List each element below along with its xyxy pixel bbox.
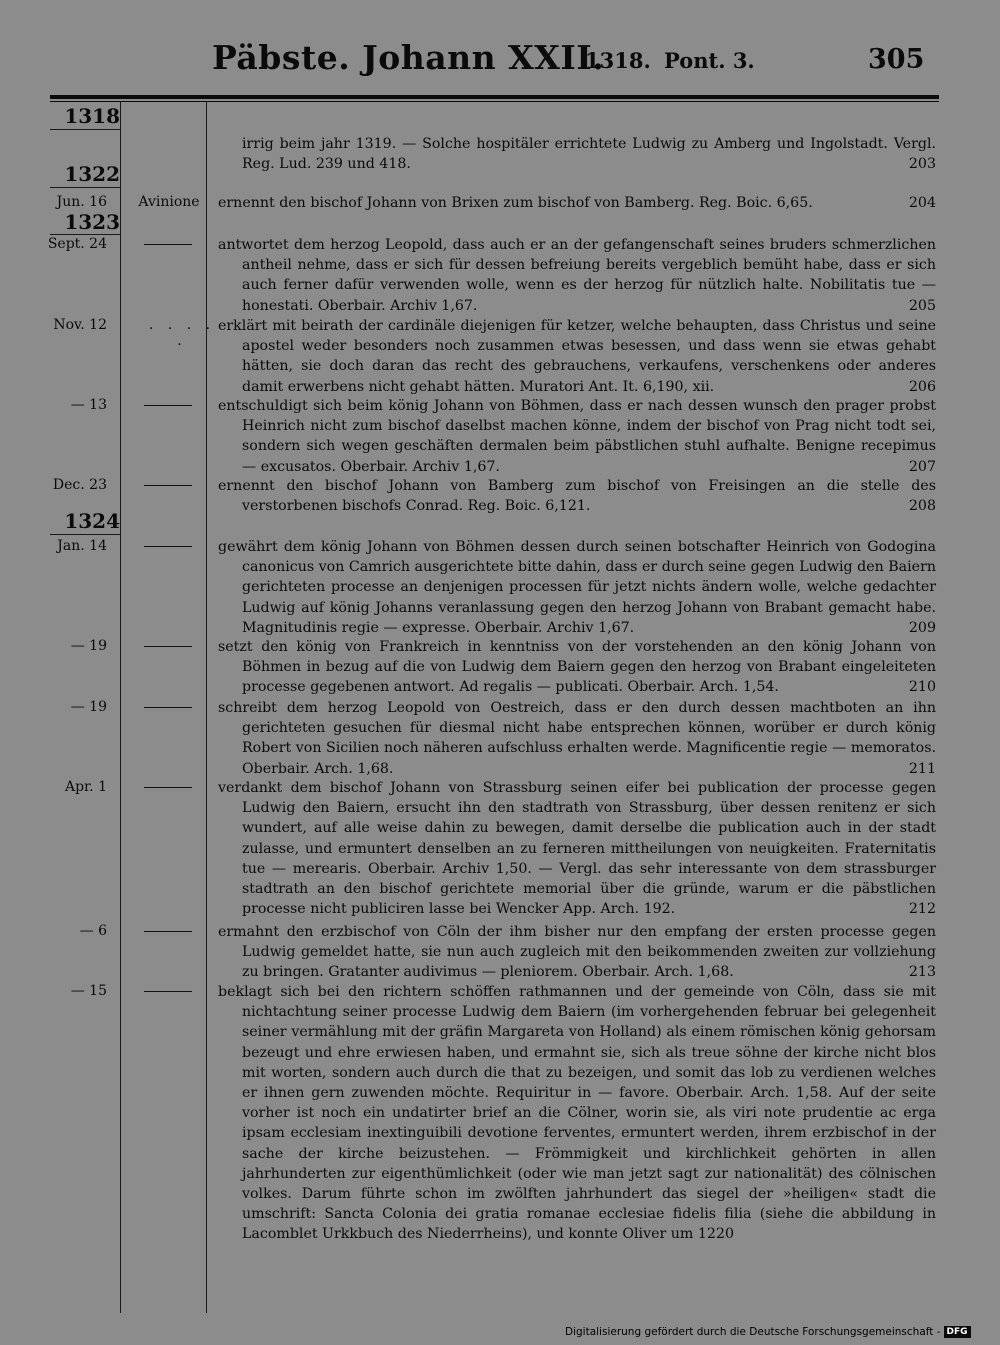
running-title: Päbste. Johann XXII.	[212, 38, 605, 77]
entry-date: Dec. 23	[52, 477, 107, 493]
regest-entry	[218, 778, 936, 919]
entry-text: erklärt mit beirath der cardinäle diejenigen für ketzer, welche behaupten, dass Christus und seine apostel weder besonders noch zusammen etwas besessen, und dass wenn sie etwas gehabt hätten, sie doch daran das recht des gebrauchens, verkaufens, verschenkens oder anderes damit erwerbens nicht gehabt hätten. Muratori Ant. It. 6,190, xii.	[218, 318, 936, 395]
entry-text: ernennt den bischof Johann von Brixen zum bischof von Bamberg. Reg. Boic. 6,65.	[218, 195, 813, 211]
entry-number: 209	[908, 619, 936, 636]
ditto-mark	[144, 546, 192, 547]
running-pontificate: Pont. 3.	[664, 48, 755, 73]
column-divider-place	[206, 101, 207, 1313]
page-header	[0, 38, 1000, 82]
entry-date: Sept. 24	[47, 236, 107, 252]
entry-text: irrig beim jahr 1319. — Solche hospitäler errichtete Ludwig zu Amberg und Ingolstadt. Vergl. Reg. Lud. 239 und 418.	[242, 136, 936, 173]
year-divider	[50, 234, 120, 235]
regest-entry	[218, 134, 936, 174]
entry-date: — 6	[79, 923, 107, 939]
year-1324: 1324	[64, 509, 120, 533]
entry-number: 210	[908, 679, 936, 696]
entry-text: verdankt dem bischof Johann von Strassburg seinen eifer bei publication der processe gegen Ludwig den Baiern, ersucht ihn den stadtrath von Strassburg, über dessen renitenz er sich wundert, auf alle weise dahin zu bewegen, damit derselbe die publication auch in der stadt zulasse, und ermuntert denselben an zu ferneren mittheilungen von neuigkeiten. Fraternitatis tue — merearis. Oberbair. Archiv 1,50. — Vergl. das sehr interessante von dem strassburger stadtrath an den bischof gerichtete memorial über die gründe, warum er die päbstlichen processe nicht publiciren lasse bei Wencker App. Arch. 192.	[218, 780, 936, 918]
entry-text: setzt den könig von Frankreich in kenntniss von der vorstehenden an den könig Johann von Böhmen in bezug auf die von Ludwig dem Baiern gegen den herzog von Brabant eingeleiteten processe gegebenen antwort. Ad regalis — publicati. Oberbair. Arch. 1,54.	[218, 639, 936, 696]
running-year: 1318.	[585, 48, 651, 73]
entry-number: 203	[908, 156, 936, 173]
header-rule-thin	[50, 101, 939, 102]
entry-date: Jan. 14	[57, 538, 107, 554]
entry-number: 213	[908, 964, 936, 981]
year-divider	[50, 187, 120, 188]
entry-date: Jun. 16	[56, 194, 107, 210]
header-rule	[50, 95, 939, 99]
regest-entry	[218, 476, 936, 516]
entry-date: Nov. 12	[53, 317, 107, 333]
year-1322: 1322	[64, 162, 120, 186]
entry-date: — 13	[70, 397, 107, 413]
year-1318: 1318	[64, 104, 120, 128]
entry-text: beklagt sich bei den richtern schöffen rathmannen und der gemeinde von Cöln, dass sie mit nichtachtung seiner processe Ludwig dem Baiern (im vorhergehenden februar bei gelegenheit seiner vermählung mit der gräfin Margareta von Holland) als einem römischen könig gehorsam bezeugt und ehre erwiesen haben, und ermahnt sie, sich als treue söhne der kirche nicht blos mit worten, sondern auch durch die that zu bezeigen, und somit das lob zu verdienen welches er ihnen gern zuwenden möchte. Requiritur in — favore. Oberbair. Arch. 1,58. Auf der seite vorher ist noch ein undatirter brief an die Cölner, worin sie, als viri note prudentie ac erga ipsam ecclesiam inextinguibili devotione ferventes, ermuntert werden, ihrem erzbischof in der sache der kirche beizustehen. — Frömmigkeit und kirchlichkeit gehörten in allen jahrhunderten zur eigenthümlichkeit (oder wie man jetzt sagt zur nationalität) des cölnischen volkes. Darum führte schon im zwölften jahrhundert das siegel der »heiligen« stadt die umschrift: Sancta Colonia dei gratia romanae ecclesiae fidelis filia (siehe die abbildung in Lacomblet Urkkbuch des Niederrheins), und konnte Oliver um 1220	[218, 984, 936, 1243]
entry-date: Apr. 1	[64, 779, 107, 795]
ditto-mark	[144, 991, 192, 992]
year-1323: 1323	[64, 210, 120, 234]
ditto-mark	[144, 707, 192, 708]
entry-text: gewährt dem könig Johann von Böhmen dessen durch seinen botschafter Heinrich von Godogina canonicus von Camrich ausgerichtete bitte dahin, dass er durch seine gegen Ludwig den Baiern gerichteten processe an denjenigen processen für jetzt nichts ändern wolle, welche gedachter Ludwig auf könig Johanns veranlassung gegen den herzog Johann von Brabant gemacht habe. Magnitudinis regie — expresse. Oberbair. Archiv 1,67.	[218, 539, 936, 636]
entry-text: ermahnt den erzbischof von Cöln der ihm bisher nur den empfang der ersten processe gegen Ludwig gemeldet hatte, sie nun auch zugleich mit den beikommenden zweiten zur vollziehung zu bringen. Gratanter audivimus — pleniorem. Oberbair. Arch. 1,68.	[218, 924, 936, 981]
entry-text: ernennt den bischof Johann von Bamberg zum bischof von Freisingen an die stelle des verstorbenen bischofs Conrad. Reg. Boic. 6,121.	[218, 478, 936, 515]
entry-number: 206	[908, 378, 936, 395]
entry-number: 205	[908, 297, 936, 314]
entry-place: Avinione	[138, 194, 200, 210]
regest-entry	[218, 922, 936, 983]
regest-entry	[218, 698, 936, 779]
ditto-mark	[144, 485, 192, 486]
entry-number: 211	[908, 760, 936, 777]
entry-date: — 19	[70, 638, 107, 654]
year-divider	[50, 129, 120, 130]
entry-date: — 19	[70, 699, 107, 715]
regest-entry	[218, 982, 936, 1245]
entry-date: — 15	[70, 983, 107, 999]
entry-number: 204	[908, 195, 936, 211]
page-number: 305	[868, 44, 925, 75]
entry-text: entschuldigt sich beim könig Johann von Böhmen, dass er nach dessen wunsch den prager probst Heinrich nicht zum bischof daselbst machen könne, indem der bischof von Prag nicht todt sei, sondern sich wegen geschäften dermalen beim päbstlichen stuhl aufhalte. Benigne recepimus — excusatos. Oberbair. Archiv 1,67.	[218, 398, 936, 475]
entry-number: 208	[908, 498, 936, 515]
year-divider	[50, 534, 120, 535]
dfg-logo: DFG	[944, 1326, 971, 1338]
column-divider-date	[120, 101, 121, 1313]
entry-text: schreibt dem herzog Leopold von Oestreich, dass er den durch dessen machtboten an ihn gerichteten gesuchen für diesmal nicht habe entsprechen können, worüber er durch könig Robert von Sicilien noch näheren aufschluss erhalten werde. Magnificentie regie — memoratos. Oberbair. Arch. 1,68.	[218, 700, 936, 777]
regest-entry	[218, 637, 936, 698]
ditto-mark	[144, 405, 192, 406]
regest-entry	[218, 537, 936, 638]
entry-place-unknown: . . . . .	[148, 317, 216, 349]
entry-text: antwortet dem herzog Leopold, dass auch er an der gefangenschaft seines bruders schmerzlichen antheil nehme, dass er sich für dessen befreiung bereits vergeblich bemüht habe, dass er sich auch ferner dafür verwenden wolle, wenn es der herzog für nützlich halte. Nobilitatis tue — honestati. Oberbair. Archiv 1,67.	[218, 237, 936, 314]
credit-text: Digitalisierung gefördert durch die Deutsche Forschungsgemeinschaft -	[565, 1326, 941, 1338]
ditto-mark	[144, 787, 192, 788]
regest-entry	[218, 193, 936, 213]
ditto-mark	[144, 646, 192, 647]
ditto-mark	[144, 244, 192, 245]
entry-number: 207	[908, 458, 936, 475]
entry-number: 212	[908, 901, 936, 918]
ditto-mark	[144, 931, 192, 932]
regest-entry	[218, 316, 936, 397]
regest-entry	[218, 396, 936, 477]
regest-entry	[218, 235, 936, 316]
digitization-credit	[565, 1326, 971, 1338]
